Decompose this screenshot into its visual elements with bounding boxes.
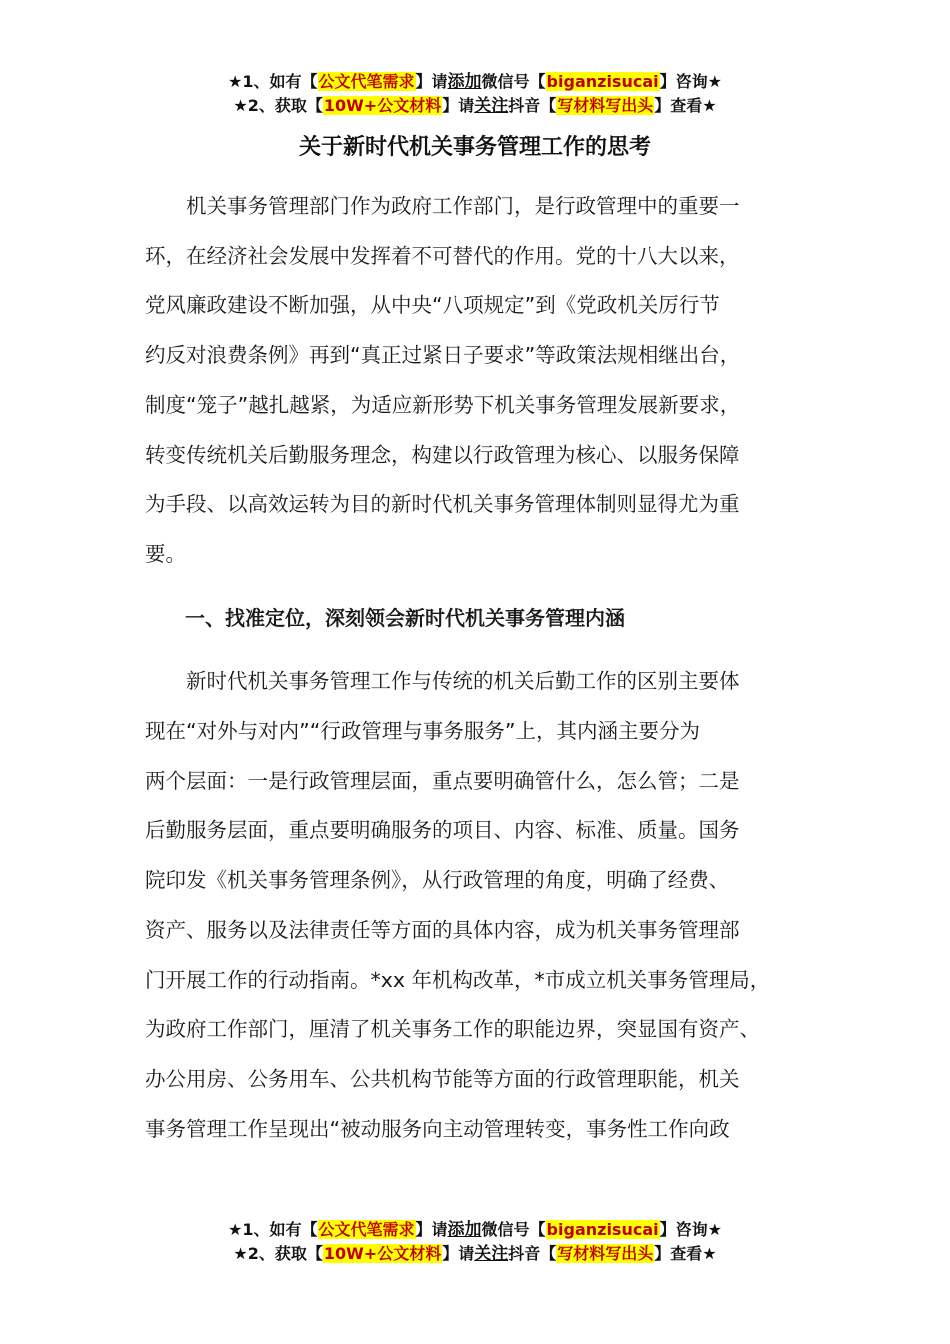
banner-text: ★1、如有【 xyxy=(228,72,318,91)
banner-line-2 xyxy=(0,1242,950,1266)
document-title: 关于新时代机关事务管理工作的思考 xyxy=(298,135,651,160)
banner-text: 抖音【 xyxy=(508,96,557,115)
body-line: 办公用房、公务用车、公共机构节能等方面的行政管理职能，机关 xyxy=(145,1066,740,1091)
highlight-text: biganzisucai xyxy=(546,1220,659,1239)
footer-banner xyxy=(0,1218,950,1266)
body-line: 院印发《机关事务管理条例》，从行政管理的角度，明确了经费、 xyxy=(145,868,730,893)
banner-text: 抖音【 xyxy=(508,1244,557,1263)
banner-text: ★2、获取【 xyxy=(233,1244,323,1263)
banner-text: 】请 xyxy=(442,96,475,115)
banner-text: 微信号【 xyxy=(481,1220,546,1239)
banner-text: 微信号【 xyxy=(481,72,546,91)
document-body xyxy=(145,182,825,1154)
body-line: 两个层面：一是行政管理层面，重点要明确管什么，怎么管；二是 xyxy=(145,768,740,793)
banner-text: ★1、如有【 xyxy=(228,1220,318,1239)
header-banner xyxy=(0,70,950,118)
body-line: 机关事务管理部门作为政府工作部门，是行政管理中的重要一 xyxy=(145,194,740,218)
body-line: 党风廉政建设不断加强，从中央“八项规定”到《党政机关厉行节 xyxy=(145,293,720,318)
body-line: 环，在经济社会发展中发挥着不可替代的作用。党的十八大以来， xyxy=(145,243,740,268)
body-line: 约反对浪费条例》再到“真正过紧日子要求”等政策法规相继出台， xyxy=(145,343,741,368)
body-line: 现在“对外与对内”“行政管理与事务服务”上，其内涵主要分为 xyxy=(145,719,700,744)
banner-text: 】请 xyxy=(415,1220,448,1239)
underlined-text: 添加 xyxy=(447,1220,482,1240)
banner-text: 】请 xyxy=(415,72,448,91)
body-line: 资产、服务以及法律责任等方面的具体内容，成为机关事务管理部 xyxy=(145,917,740,942)
body-line: 为政府工作部门，厘清了机关事务工作的职能边界，突显国有资产、 xyxy=(145,1017,760,1042)
banner-line-1 xyxy=(0,70,950,94)
highlight-text: 10W+公文材料 xyxy=(323,1244,442,1263)
underlined-text: 添加 xyxy=(447,72,482,92)
body-line: 要。 xyxy=(145,541,186,566)
body-line: 为手段、以高效运转为目的新时代机关事务管理体制则显得尤为重 xyxy=(145,492,740,517)
banner-text: 】查看★ xyxy=(654,96,717,115)
body-line: 转变传统机关后勤服务理念，构建以行政管理为核心、以服务保障 xyxy=(145,442,740,467)
body-line: 新时代机关事务管理工作与传统的机关后勤工作的区别主要体 xyxy=(145,669,740,694)
body-line: 制度“笼子”越扎越紧，为适应新形势下机关事务管理发展新要求， xyxy=(145,392,741,417)
section-heading: 一、找准定位，深刻领会新时代机关事务管理内涵 xyxy=(145,605,625,630)
banner-line-2 xyxy=(0,94,950,118)
highlight-text: 公文代笔需求 xyxy=(318,1220,415,1239)
highlight-text: 公文代笔需求 xyxy=(318,72,415,91)
underlined-text: 关注 xyxy=(474,96,509,116)
highlight-text: 写材料写出头 xyxy=(557,96,654,115)
banner-text: 】咨询★ xyxy=(659,72,722,91)
highlight-text: 写材料写出头 xyxy=(557,1244,654,1263)
banner-text: 】咨询★ xyxy=(659,1220,722,1239)
banner-text: 】请 xyxy=(442,1244,475,1263)
body-line: 事务管理工作呈现出“被动服务向主动管理转变，事务性工作向政 xyxy=(145,1116,730,1141)
body-line: 门开展工作的行动指南。*xx 年机构改革，*市成立机关事务管理局， xyxy=(145,967,771,992)
highlight-text: 10W+公文材料 xyxy=(323,96,442,115)
body-line: 后勤服务层面，重点要明确服务的项目、内容、标准、质量。国务 xyxy=(145,818,740,843)
banner-text: ★2、获取【 xyxy=(233,96,323,115)
underlined-text: 关注 xyxy=(474,1244,509,1264)
banner-text: 】查看★ xyxy=(654,1244,717,1263)
banner-line-1 xyxy=(0,1218,950,1242)
highlight-text: biganzisucai xyxy=(546,72,659,91)
